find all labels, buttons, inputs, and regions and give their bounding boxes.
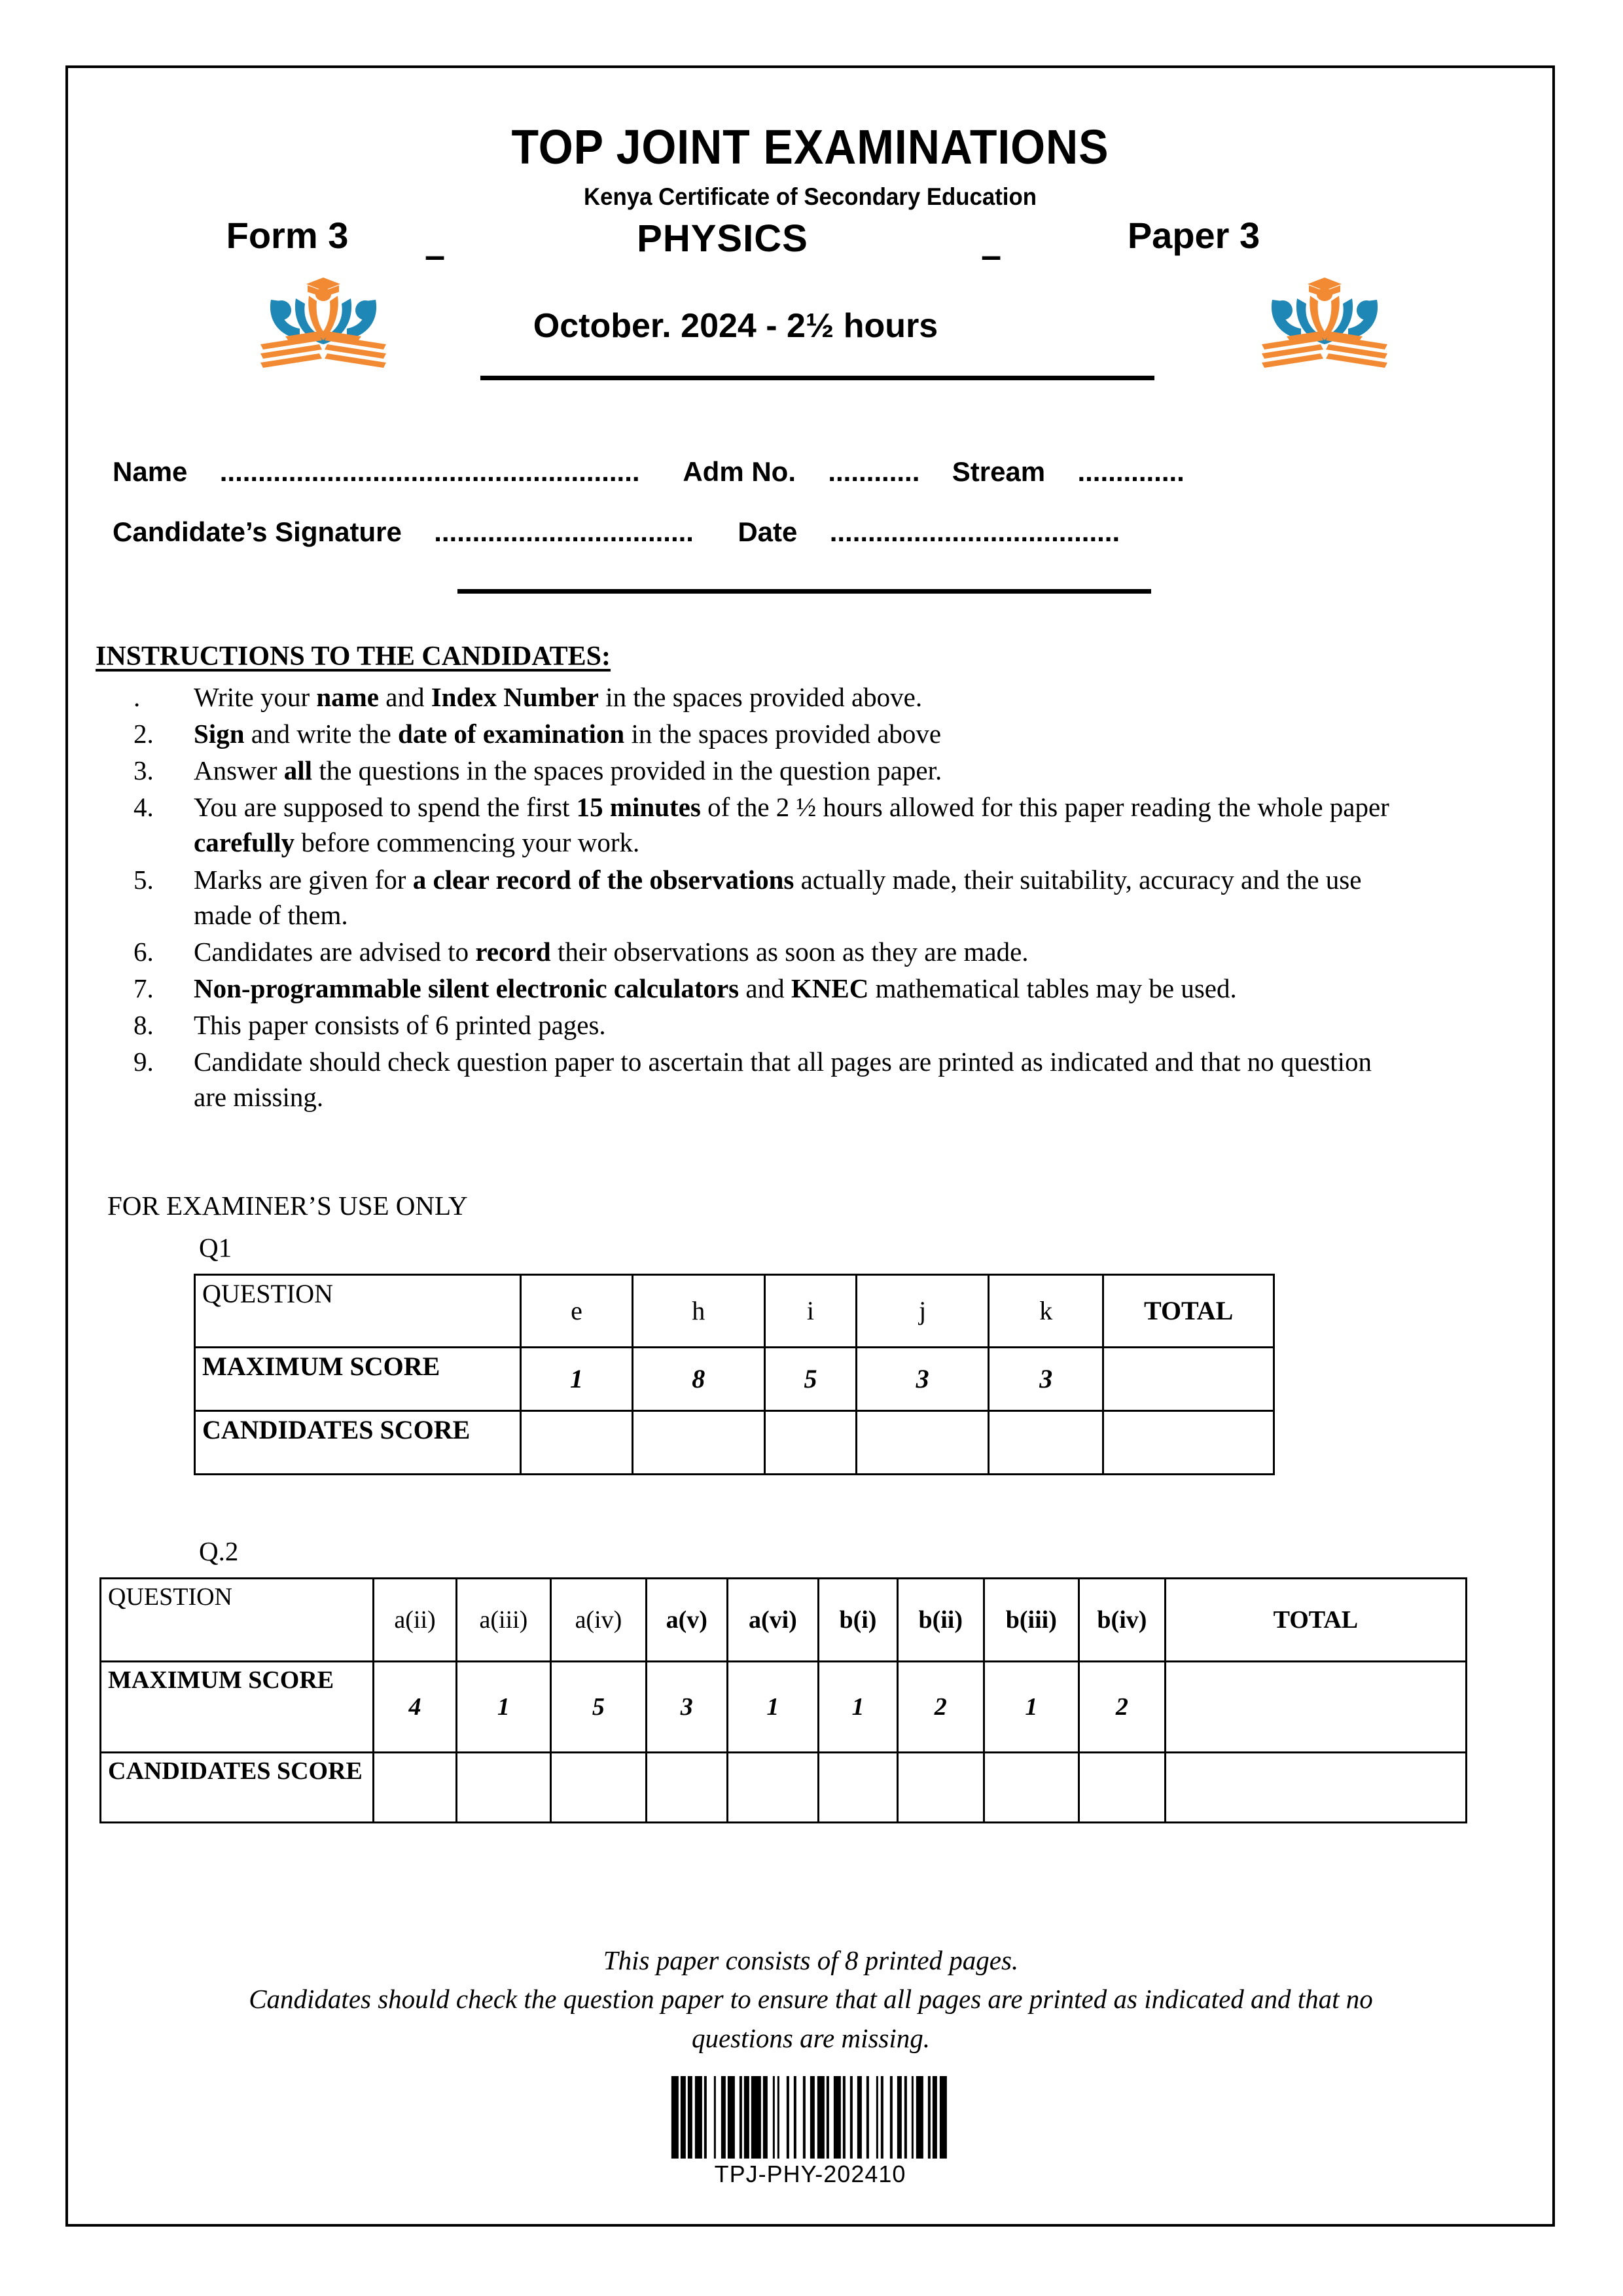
paper-label: Paper 3 (1127, 215, 1260, 256)
maximum-score-j: 3 (857, 1348, 989, 1411)
table-row (195, 1275, 1274, 1348)
column-header-a(iii): a(iii) (456, 1579, 550, 1662)
candidate-score-a(iv)[interactable] (551, 1753, 647, 1823)
adm-no-input-dots[interactable]: ............ (828, 456, 920, 487)
candidate-score-j[interactable] (857, 1411, 989, 1475)
q2-score-table (99, 1577, 1467, 1823)
candidate-name-row (113, 458, 1185, 486)
instruction-number: 2. (134, 719, 154, 749)
maximum-score-a(ii): 4 (374, 1662, 456, 1753)
logo-left (251, 258, 395, 376)
instruction-number: 4. (134, 792, 154, 823)
maximum-score-b(iv): 2 (1079, 1662, 1166, 1753)
exam-title: TOP JOINT EXAMINATIONS (511, 120, 1109, 174)
row-header-question: QUESTION (101, 1579, 374, 1662)
maximum-score-a(vi): 1 (727, 1662, 818, 1753)
instruction-number: 3. (134, 755, 154, 786)
instruction-item-9 (96, 1044, 1411, 1115)
column-header-a(iv): a(iv) (551, 1579, 647, 1662)
instructions-heading: INSTRUCTIONS TO THE CANDIDATES: (96, 641, 611, 672)
instruction-item-1 (96, 679, 1411, 715)
column-header-a(v): a(v) (646, 1579, 727, 1662)
candidate-score-total[interactable] (1165, 1753, 1466, 1823)
row-header-question: QUESTION (195, 1275, 521, 1348)
instruction-number: 9. (134, 1047, 154, 1077)
candidate-score-b(ii)[interactable] (897, 1753, 984, 1823)
dash-separator-right: – (981, 234, 1002, 276)
instruction-text: Non-programmable silent electronic calculators and KNEC mathematical tables may be used. (194, 973, 1237, 1003)
q1-label: Q1 (199, 1232, 232, 1263)
footer-note (107, 1941, 1514, 2058)
header-divider-top (480, 376, 1154, 380)
instruction-item-5 (96, 862, 1411, 933)
table-row (195, 1348, 1274, 1411)
instruction-text: Candidates are advised to record their observations as soon as they are made. (194, 936, 1029, 967)
maximum-score-h: 8 (632, 1348, 764, 1411)
column-header-b(i): b(i) (818, 1579, 897, 1662)
page-header (68, 68, 1552, 500)
maximum-score-a(iii): 1 (456, 1662, 550, 1753)
q2-table-body (101, 1579, 1467, 1823)
maximum-score-e: 1 (521, 1348, 633, 1411)
instruction-number: 5. (134, 864, 154, 895)
instruction-number: . (134, 682, 141, 712)
column-header-i: i (764, 1275, 857, 1348)
name-label: Name (113, 456, 188, 487)
maximum-score-a(iv): 5 (551, 1662, 647, 1753)
candidate-score-b(iii)[interactable] (984, 1753, 1079, 1823)
candidate-score-a(iii)[interactable] (456, 1753, 550, 1823)
instruction-item-4 (96, 789, 1411, 860)
column-header-a(ii): a(ii) (374, 1579, 456, 1662)
maximum-score-k: 3 (989, 1348, 1103, 1411)
instruction-text: Answer all the questions in the spaces provided in the question paper. (194, 755, 942, 786)
instruction-text: You are supposed to spend the first 15 minutes of the 2 ½ hours allowed for this paper reading the whole paper carefully before commencing your work. (194, 792, 1389, 858)
maximum-score-i: 5 (764, 1348, 857, 1411)
instruction-item-3 (96, 753, 1411, 788)
table-row (101, 1579, 1467, 1662)
subject-label: PHYSICS (637, 217, 808, 260)
candidate-signature-row (113, 518, 1120, 546)
logo-right (1253, 258, 1397, 376)
signature-label: Candidate’s Signature (113, 516, 402, 547)
instruction-text: Write your name and Index Number in the spaces provided above. (194, 682, 923, 712)
maximum-score-a(v): 3 (646, 1662, 727, 1753)
row-header-candidates-score: CANDIDATES SCORE (195, 1411, 521, 1475)
column-header-b(ii): b(ii) (897, 1579, 984, 1662)
instruction-item-6 (96, 934, 1411, 969)
maximum-score-b(i): 1 (818, 1662, 897, 1753)
candidate-score-e[interactable] (521, 1411, 633, 1475)
exam-date-duration: October. 2024 - 2½ hours (533, 307, 938, 345)
candidate-score-b(iv)[interactable] (1079, 1753, 1166, 1823)
barcode-label: TPJ-PHY-202410 (714, 2161, 906, 2187)
maximum-score-b(iii): 1 (984, 1662, 1079, 1753)
instruction-item-7 (96, 971, 1411, 1006)
candidate-score-b(i)[interactable] (818, 1753, 897, 1823)
date-label: Date (738, 516, 798, 547)
column-header-h: h (632, 1275, 764, 1348)
column-header-total: TOTAL (1165, 1579, 1466, 1662)
signature-input-dots[interactable]: .................................. (434, 516, 694, 547)
date-input-dots[interactable]: ...................................... (829, 516, 1120, 547)
barcode-icon (671, 2076, 949, 2159)
adm-no-label: Adm No. (683, 456, 796, 487)
graduates-book-logo-icon (1253, 258, 1397, 376)
exam-subtitle: Kenya Certificate of Secondary Education (584, 183, 1037, 210)
instruction-text: Sign and write the date of examination in the spaces provided above (194, 719, 942, 749)
maximum-score-total (1165, 1662, 1466, 1753)
column-header-j: j (857, 1275, 989, 1348)
exam-paper-page (65, 65, 1555, 2227)
footer-line-3: questions are missing. (691, 2022, 931, 2053)
row-header-maximum-score: MAXIMUM SCORE (101, 1662, 374, 1753)
q2-label: Q.2 (199, 1536, 239, 1566)
table-row (101, 1753, 1467, 1823)
candidate-score-a(vi)[interactable] (727, 1753, 818, 1823)
table-row (195, 1411, 1274, 1475)
column-header-e: e (521, 1275, 633, 1348)
row-header-candidates-score: CANDIDATES SCORE (101, 1753, 374, 1823)
row-header-maximum-score: MAXIMUM SCORE (195, 1348, 521, 1411)
maximum-score-b(ii): 2 (897, 1662, 984, 1753)
candidate-score-k[interactable] (989, 1411, 1103, 1475)
stream-label: Stream (952, 456, 1046, 487)
dash-separator-left: – (425, 234, 446, 276)
instruction-text: Marks are given for a clear record of the observations actually made, their suitability, accuracy and the use made of them. (194, 864, 1362, 930)
examiner-use-title: FOR EXAMINER’S USE ONLY (107, 1191, 468, 1221)
instruction-number: 8. (134, 1009, 154, 1040)
q1-score-table (194, 1274, 1275, 1475)
instruction-number: 7. (134, 973, 154, 1003)
column-header-total: TOTAL (1103, 1275, 1274, 1348)
maximum-score-total (1103, 1348, 1274, 1411)
candidate-score-a(v)[interactable] (646, 1753, 727, 1823)
form-label: Form 3 (226, 215, 349, 256)
candidate-score-h[interactable] (632, 1411, 764, 1475)
column-header-b(iv): b(iv) (1079, 1579, 1166, 1662)
name-input-dots[interactable]: ....................................................... (219, 456, 640, 487)
footer-line-1: This paper consists of 8 printed pages. (603, 1945, 1019, 1975)
column-header-k: k (989, 1275, 1103, 1348)
table-row (101, 1662, 1467, 1753)
column-header-a(vi): a(vi) (727, 1579, 818, 1662)
candidate-score-a(ii)[interactable] (374, 1753, 456, 1823)
header-divider-bottom (457, 589, 1151, 594)
footer-line-2: Candidates should check the question paper to ensure that all pages are printed as indicated and that no (249, 1984, 1373, 2015)
q1-table-body (195, 1275, 1274, 1475)
instruction-item-2 (96, 716, 1411, 751)
graduates-book-logo-icon (251, 258, 395, 376)
instruction-number: 6. (134, 936, 154, 967)
instruction-text: Candidate should check question paper to ascertain that all pages are printed as indicated and that no question are missing. (194, 1047, 1372, 1113)
stream-input-dots[interactable]: .............. (1077, 456, 1185, 487)
column-header-b(iii): b(iii) (984, 1579, 1079, 1662)
instruction-text: This paper consists of 6 printed pages. (194, 1009, 606, 1040)
candidate-score-i[interactable] (764, 1411, 857, 1475)
candidate-score-total[interactable] (1103, 1411, 1274, 1475)
barcode-block (671, 2076, 949, 2186)
instructions-list (96, 679, 1411, 1116)
instruction-item-8 (96, 1007, 1411, 1043)
